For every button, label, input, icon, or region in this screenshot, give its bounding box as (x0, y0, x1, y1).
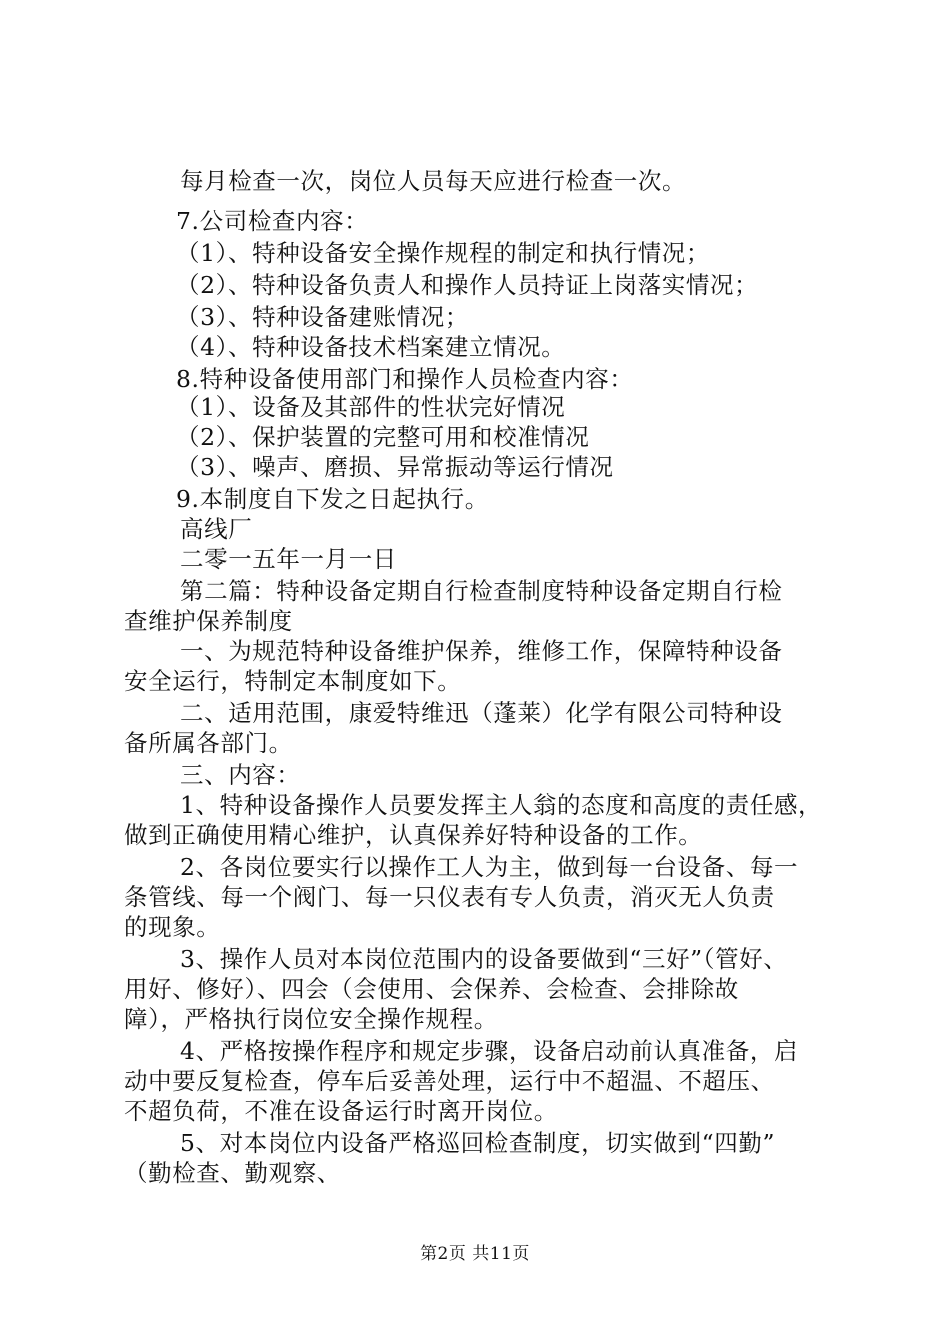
text-line: 动中要反复检查，停车后妥善处理，运行中不超温、不超压、 (124, 1067, 775, 1095)
text-line: （1）、设备及其部件的性状完好情况 (176, 393, 566, 421)
text-line: 4、严格按操作程序和规定步骤，设备启动前认真准备，启 (180, 1037, 799, 1065)
text-line: 二、适用范围，康爱特维迅（蓬莱）化学有限公司特种设 (180, 699, 783, 727)
text-line: 条管线、每一个阀门、每一只仪表有专人负责，消灭无人负责 (124, 883, 775, 911)
section-heading: 第二篇：特种设备定期自行检查制度特种设备定期自行检 (180, 577, 783, 605)
page-footer: 第2页 共11页 (420, 1244, 530, 1264)
text-line: 做到正确使用精心维护，认真保养好特种设备的工作。 (124, 821, 703, 849)
text-line: （2）、保护装置的完整可用和校准情况 (176, 423, 590, 451)
text-line: 用好、修好）、四会（会使用、会保养、会检查、会排除故 (124, 975, 739, 1003)
text-line: 的现象。 (124, 913, 221, 941)
text-line: 安全运行，特制定本制度如下。 (124, 667, 462, 695)
section-heading: 查维护保养制度 (124, 607, 293, 635)
text-line: 3、操作人员对本岗位范围内的设备要做到“三好”（管好、 (180, 945, 788, 973)
text-line: 7.公司检查内容： (176, 207, 369, 235)
section-heading: 二零一五年一月一日 (180, 545, 397, 573)
text-line: 不超负荷，不准在设备运行时离开岗位。 (124, 1097, 558, 1125)
text-line: 三、内容： (180, 761, 301, 789)
text-line: 5、对本岗位内设备严格巡回检查制度，切实做到“四勤” (180, 1129, 776, 1157)
text-line: 备所属各部门。 (124, 729, 293, 757)
text-line: （勤检查、勤观察、 (124, 1159, 341, 1187)
text-line: 1、特种设备操作人员要发挥主人翁的态度和高度的责任感， (180, 791, 823, 819)
text-line: 每月检查一次，岗位人员每天应进行检查一次。 (180, 167, 687, 195)
text-line: （3）、噪声、磨损、异常振动等运行情况 (176, 453, 614, 481)
text-line: （1）、特种设备安全操作规程的制定和执行情况； (176, 239, 711, 267)
text-line: （4）、特种设备技术档案建立情况。 (176, 333, 566, 361)
text-line: （3）、特种设备建账情况； (176, 303, 470, 331)
text-line: 一、为规范特种设备维护保养，维修工作，保障特种设备 (180, 637, 783, 665)
text-line: 障），严格执行岗位安全操作规程。 (124, 1005, 498, 1033)
text-line: 8.特种设备使用部门和操作人员检查内容： (176, 365, 634, 393)
text-line: 2、各岗位要实行以操作工人为主，做到每一台设备、每一 (180, 853, 799, 881)
text-line: 高线厂 (180, 515, 253, 543)
text-line: 9.本制度自下发之日起执行。 (176, 485, 489, 513)
text-line: （2）、特种设备负责人和操作人员持证上岗落实情况； (176, 271, 759, 299)
